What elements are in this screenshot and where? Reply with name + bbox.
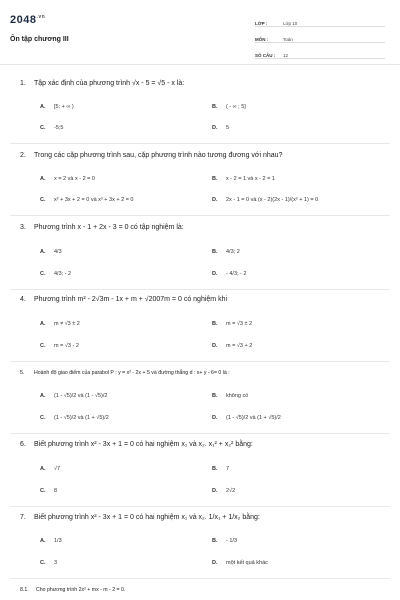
divider — [10, 433, 390, 434]
option-text: [5; + ∞ ) — [54, 104, 74, 110]
question-text: Biết phương trình x² - 3x + 1 = 0 có hai nghiệm x₁ và x₂. x₁² + x₂² bằng: — [34, 441, 253, 448]
option-text: - 4/3; - 2 — [226, 271, 247, 277]
question-7 — [20, 514, 260, 521]
option-d[interactable]: D. (1 - √5)/2 và (1 + √5)/2 — [212, 415, 281, 421]
header — [0, 0, 400, 65]
option-a[interactable]: A. (1 - √5)/2 và (1 - √5)/2 — [40, 393, 108, 399]
meta-row-class — [255, 14, 385, 27]
option-text: -5;5 — [54, 125, 64, 131]
question-number: 3. — [20, 224, 26, 231]
question-number: 7. — [20, 514, 26, 521]
meta-row-count — [255, 46, 385, 59]
page-title: Ôn tập chương III — [10, 36, 69, 43]
option-a[interactable]: A. [5; + ∞ ) — [40, 104, 74, 110]
option-text: (1 - √5)/2 và (1 + √5)/2 — [226, 415, 281, 421]
option-d[interactable]: D. một kết quả khác — [212, 560, 268, 566]
divider — [10, 289, 390, 290]
option-text: - 1/3 — [226, 538, 238, 544]
option-a[interactable]: A. m ≠ √3 ± 2 — [40, 321, 80, 327]
option-d[interactable]: D. - 4/3; - 2 — [212, 271, 247, 277]
option-text: m = √3 - 2 — [54, 343, 79, 349]
option-a[interactable]: A. 1/3 — [40, 538, 62, 544]
option-b[interactable]: B. không có — [212, 393, 249, 399]
meta-panel — [255, 14, 385, 62]
question-text: Phương trình x - 1 + 2x - 3 = 0 có tập nghiệm là: — [34, 224, 184, 231]
option-b[interactable]: B. 7 — [212, 466, 230, 472]
option-d[interactable]: D. 2√2 — [212, 488, 236, 494]
logo-sup: .vn — [36, 14, 46, 20]
question-5 — [20, 370, 230, 376]
question-text: Hoành độ giao điểm của parabol P : y = x² - 2x + 5 và đường thẳng d : x+ y - 6= 0 là : — [34, 370, 230, 376]
option-a[interactable]: A. x = 2 và x - 2 = 0 — [40, 176, 95, 182]
option-a[interactable]: A. 4/3 — [40, 249, 62, 255]
question-number: 1. — [20, 80, 26, 87]
option-b[interactable]: B. m = √3 ± 2 — [212, 321, 253, 327]
option-text: 5 — [226, 125, 230, 131]
divider — [10, 361, 390, 362]
option-text: x - 2 = 1 và x - 2 = 1 — [226, 176, 275, 182]
option-c[interactable]: C. -5;5 — [40, 125, 64, 131]
question-number: 2. — [20, 152, 26, 159]
option-b[interactable]: B. ( - ∞ ; 5] — [212, 104, 246, 110]
meta-value: Toán — [283, 37, 293, 42]
question-4 — [20, 296, 227, 303]
option-text: x² + 3x + 2 = 0 và x² + 3x + 2 = 0 — [54, 197, 134, 203]
option-a[interactable]: A. √7 — [40, 466, 61, 472]
question-1 — [20, 80, 184, 87]
question-text: Tập xác định của phương trình √x - 5 = √5 - x là: — [34, 80, 185, 87]
logo — [10, 14, 45, 26]
meta-label: SỐ CÂU : — [255, 53, 276, 58]
option-text: 2√2 — [226, 488, 236, 494]
option-text: 8 — [54, 488, 58, 494]
option-text: √7 — [54, 466, 61, 472]
option-text: một kết quả khác — [226, 560, 268, 566]
question-number: 6. — [20, 441, 26, 448]
option-c[interactable]: C. (1 - √5)/2 và (1 + √5)/2 — [40, 415, 109, 421]
option-text: 4/3 — [54, 249, 62, 255]
question-number: 5. — [20, 370, 25, 376]
option-b[interactable]: B. 4/3; 2 — [212, 249, 240, 255]
option-c[interactable]: C. m = √3 - 2 — [40, 343, 79, 349]
divider — [10, 215, 390, 216]
meta-value: 12 — [283, 53, 289, 58]
question-number: 8.1. — [20, 587, 29, 593]
option-text: 4/3; 2 — [226, 249, 240, 255]
question-text: Phương trình m² - 2√3m - 1x + m + √2007m = 0 có nghiệm khi — [34, 296, 228, 303]
option-d[interactable]: D. m = √3 + 2 — [212, 343, 253, 349]
meta-label: MÔN : — [255, 37, 269, 42]
question-text: Biết phương trình x² - 3x + 1 = 0 có hai nghiệm x₁ và x₂. 1/x₁ + 1/x₂ bằng: — [34, 514, 260, 521]
option-text: x = 2 và x - 2 = 0 — [54, 176, 95, 182]
option-text: 1/3 — [54, 538, 62, 544]
option-c[interactable]: C. 4/3; - 2 — [40, 271, 72, 277]
option-text: 3 — [54, 560, 58, 566]
divider — [10, 143, 390, 144]
logo-text: 2048 — [10, 14, 37, 26]
option-text: 7 — [226, 466, 230, 472]
option-text: 2x - 1 = 0 và (x - 2)(2x - 1)/(x² + 1) = 0 — [226, 197, 319, 203]
option-text: ( - ∞ ; 5] — [226, 104, 246, 110]
question-number: 4. — [20, 296, 26, 303]
option-b[interactable]: B. - 1/3 — [212, 538, 238, 544]
option-c[interactable]: C. 8 — [40, 488, 58, 494]
option-c[interactable]: C. x² + 3x + 2 = 0 và x² + 3x + 2 = 0 — [40, 197, 134, 203]
question-8-1 — [20, 587, 125, 593]
question-6 — [20, 441, 253, 448]
option-text: (1 - √5)/2 và (1 + √5)/2 — [54, 415, 109, 421]
option-text: 4/3; - 2 — [54, 271, 72, 277]
option-b[interactable]: B. x - 2 = 1 và x - 2 = 1 — [212, 176, 275, 182]
option-text: m ≠ √3 ± 2 — [54, 321, 80, 327]
divider — [10, 578, 390, 579]
option-text: m = √3 + 2 — [226, 343, 253, 349]
meta-label: LỚP : — [255, 21, 268, 26]
meta-row-subject — [255, 30, 385, 43]
meta-value: Lớp 10 — [283, 21, 298, 26]
question-3 — [20, 224, 184, 231]
question-2 — [20, 152, 282, 159]
option-text: (1 - √5)/2 và (1 - √5)/2 — [54, 393, 108, 399]
question-text: Cho phương trình 2x² + mx - m - 2 = 0. — [36, 587, 126, 593]
option-c[interactable]: C. 3 — [40, 560, 58, 566]
option-text: không có — [226, 393, 249, 399]
question-text: Trong các cặp phương trình sau, cặp phương trình nào tương đương với nhau? — [34, 152, 283, 159]
divider — [10, 506, 390, 507]
option-d[interactable]: D. 5 — [212, 125, 230, 131]
option-text: m = √3 ± 2 — [226, 321, 253, 327]
option-d[interactable]: D. 2x - 1 = 0 và (x - 2)(2x - 1)/(x² + 1) = 0 — [212, 197, 319, 203]
